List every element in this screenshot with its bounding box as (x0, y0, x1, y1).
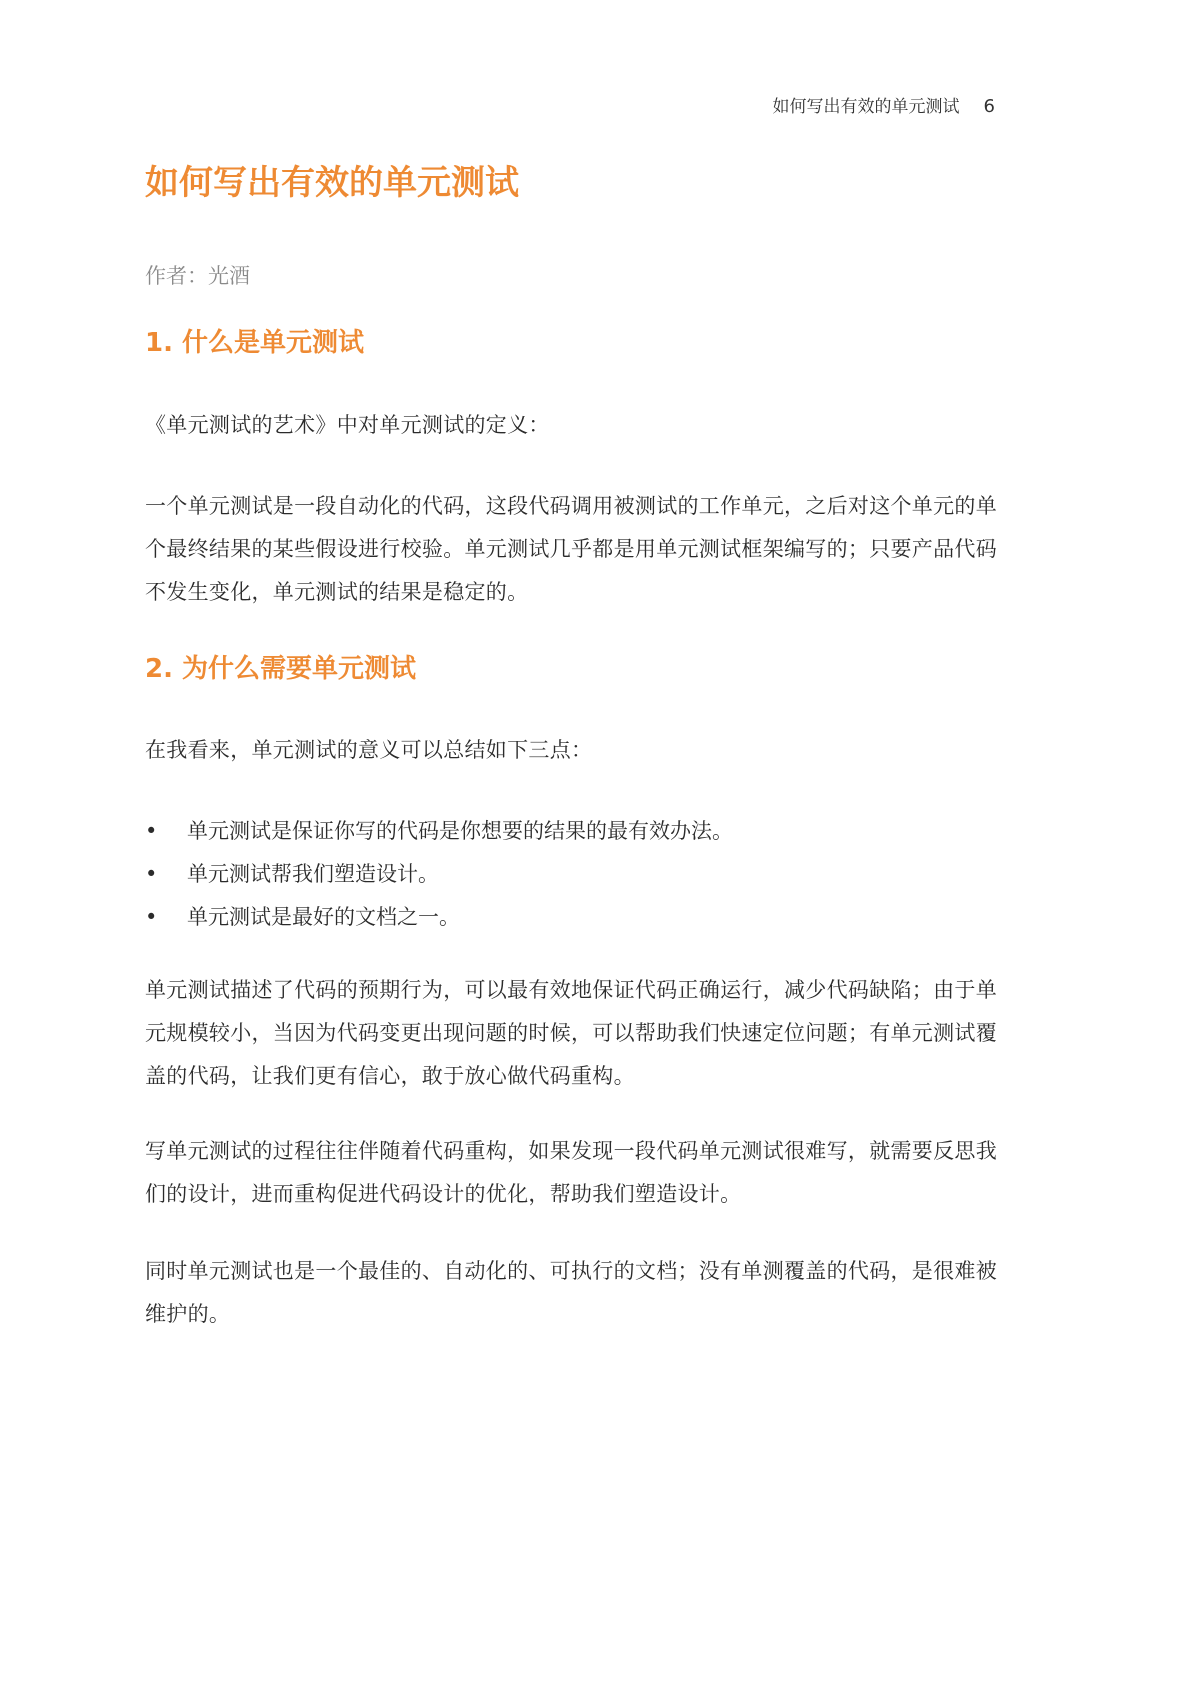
bullet-icon: • (145, 905, 158, 929)
list-item (145, 810, 733, 853)
list-item-text: 单元测试是最好的文档之一。 (187, 905, 460, 929)
list-item-text: 单元测试是保证你写的代码是你想要的结果的最有效办法。 (187, 819, 733, 843)
section2-intro: 在我看来，单元测试的意义可以总结如下三点： (145, 738, 593, 762)
section-heading-why-unit-test: 2. 为什么需要单元测试 (145, 654, 417, 684)
page-number: 6 (983, 96, 995, 117)
document-title: 如何写出有效的单元测试 (145, 163, 519, 203)
section1-intro: 《单元测试的艺术》中对单元测试的定义： (145, 413, 550, 437)
bullet-icon: • (145, 819, 158, 843)
running-title: 如何写出有效的单元测试 (772, 97, 960, 117)
author-line: 作者：光酒 (145, 264, 250, 288)
running-header (773, 92, 995, 117)
list-item (145, 853, 733, 896)
section2-paragraph-2: 写单元测试的过程往往伴随着代码重构，如果发现一段代码单元测试很难写，就需要反思我们的设计，进而重构促进代码设计的优化，帮助我们塑造设计。 (145, 1139, 997, 1206)
section2-paragraph-1: 单元测试描述了代码的预期行为，可以最有效地保证代码正确运行，减少代码缺陷；由于单元规模较小，当因为代码变更出现问题的时候，可以帮助我们快速定位问题；有单元测试覆盖的代码，让我们更有信心，敢于放心做代码重构。 (145, 978, 997, 1088)
section1-definition: 一个单元测试是一段自动化的代码，这段代码调用被测试的工作单元，之后对这个单元的单个最终结果的某些假设进行校验。单元测试几乎都是用单元测试框架编写的；只要产品代码不发生变化，单元测试的结果是稳定的。 (145, 494, 997, 604)
bullet-icon: • (145, 862, 158, 886)
list-item-text: 单元测试帮我们塑造设计。 (187, 862, 439, 886)
list-item (145, 896, 733, 939)
benefits-list (145, 810, 733, 939)
section2-paragraph-3: 同时单元测试也是一个最佳的、自动化的、可执行的文档；没有单测覆盖的代码，是很难被维护的。 (145, 1259, 997, 1326)
section-heading-what-is-unit-test: 1. 什么是单元测试 (145, 328, 365, 358)
